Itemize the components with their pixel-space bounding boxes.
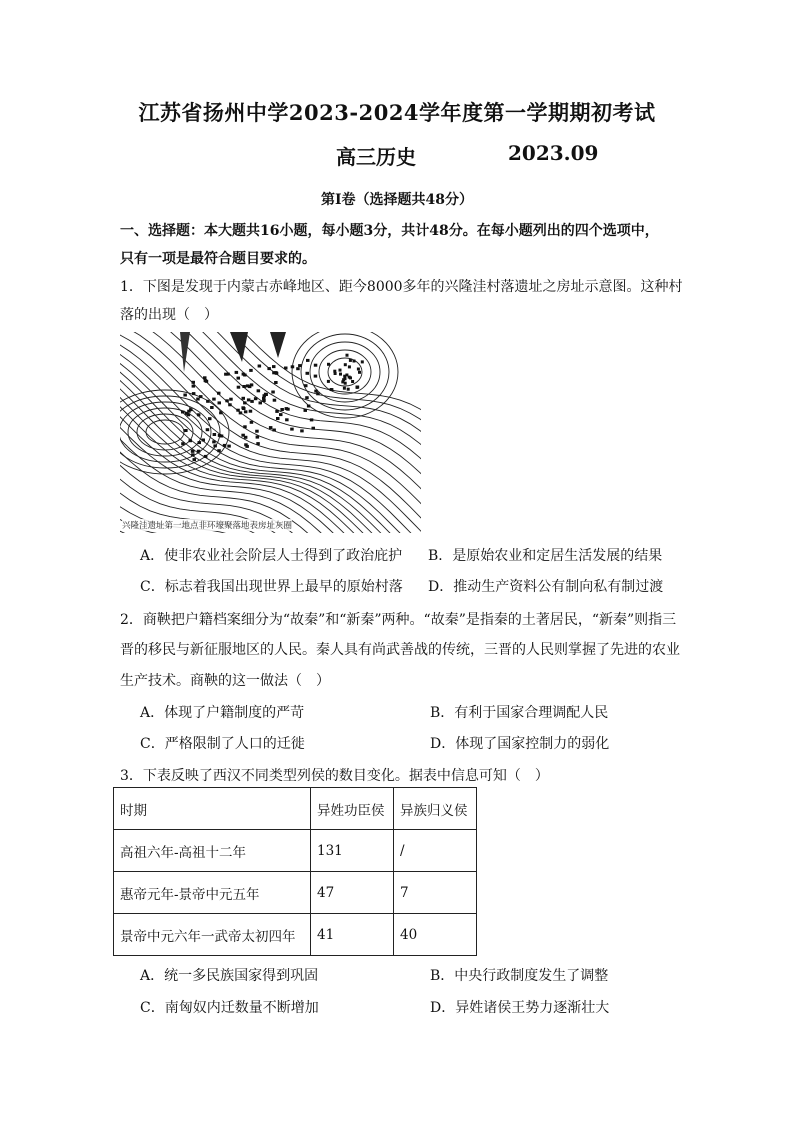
house-site-mark	[356, 386, 359, 389]
house-site-mark	[189, 439, 193, 442]
q3-option-d[interactable]: D．异姓诸侯王势力逐渐壮大	[430, 1000, 610, 1016]
house-site-mark	[307, 405, 311, 408]
q2-option-a[interactable]: A．体现了户籍制度的严苛	[140, 705, 305, 721]
house-site-mark	[235, 371, 239, 374]
house-site-mark	[210, 406, 214, 409]
house-site-mark	[248, 385, 252, 388]
house-site-mark	[306, 359, 310, 362]
house-site-mark	[245, 445, 249, 448]
table-header-row	[114, 788, 477, 830]
table-header-cell: 异姓功臣侯	[311, 788, 394, 830]
house-site-mark	[219, 411, 223, 414]
contour-line	[120, 332, 421, 533]
exam-subject: 高三历史	[336, 145, 416, 169]
house-site-mark	[255, 430, 259, 433]
house-site-mark	[202, 439, 206, 442]
q2-stem-line-3: 生产技术。商鞅的这一做法（ ）	[120, 673, 330, 689]
house-site-mark	[291, 365, 295, 368]
house-site-mark	[206, 428, 210, 431]
house-site-mark	[213, 444, 217, 447]
q2-stem-line-2: 晋的移民与新征服地区的人民。秦人具有尚武善战的传统，三晋的人民则掌握了先进的农业	[120, 642, 680, 658]
house-site-mark	[250, 400, 254, 403]
house-site-mark	[275, 410, 279, 413]
house-site-mark	[184, 429, 188, 432]
house-site-mark	[212, 440, 216, 443]
house-site-mark	[191, 450, 195, 453]
house-site-mark	[227, 445, 231, 448]
house-site-mark	[217, 449, 221, 452]
house-site-mark	[192, 392, 196, 395]
house-site-mark	[267, 367, 271, 370]
table-header-cell: 异族归义侯	[394, 788, 477, 830]
table-cell: /	[394, 830, 477, 872]
house-site-mark	[213, 433, 217, 436]
house-site-mark	[203, 376, 207, 379]
house-site-mark	[327, 363, 330, 366]
q1-figure-caption: 兴隆洼遗址第一地点非环壕聚落地表房址灰圈	[122, 521, 293, 531]
house-site-mark	[314, 364, 318, 367]
table-row	[114, 830, 477, 872]
house-site-mark	[272, 365, 276, 368]
hill-contour-ring	[310, 342, 380, 402]
house-site-mark	[250, 421, 254, 424]
house-site-mark	[183, 394, 187, 397]
exam-date: 2023.09	[508, 141, 599, 165]
house-site-mark	[242, 385, 246, 388]
q3-option-b[interactable]: B．中央行政制度发生了调整	[430, 968, 609, 984]
table-cell: 40	[394, 914, 477, 956]
house-site-mark	[343, 387, 346, 390]
house-site-mark	[256, 436, 260, 439]
house-site-mark	[242, 397, 246, 400]
house-site-mark	[241, 406, 245, 409]
house-site-mark	[312, 427, 316, 430]
house-site-mark	[275, 372, 279, 375]
house-site-mark	[305, 396, 309, 399]
q1-option-c[interactable]: C．标志着我国出现世界上最早的原始村落	[140, 579, 403, 595]
exam-title: 江苏省扬州中学2023-2024学年度第一学期期初考试	[138, 100, 656, 125]
contour-line	[120, 419, 421, 533]
house-site-mark	[197, 450, 201, 453]
q1-contour-map-figure	[120, 332, 421, 533]
house-site-mark	[339, 373, 342, 376]
table-cell: 47	[311, 872, 394, 914]
house-site-mark	[304, 409, 308, 412]
house-site-mark	[193, 458, 197, 461]
house-site-mark	[300, 429, 304, 432]
house-site-mark	[346, 354, 349, 357]
house-site-mark	[197, 413, 201, 416]
house-site-mark	[257, 389, 261, 392]
house-site-mark	[316, 392, 320, 395]
house-site-mark	[191, 453, 195, 456]
house-site-mark	[330, 388, 333, 391]
contour-line	[120, 407, 421, 533]
house-site-mark	[243, 401, 247, 404]
house-site-mark	[206, 400, 210, 403]
house-site-mark	[254, 397, 258, 400]
house-site-mark	[244, 410, 248, 413]
table-header-cell: 时期	[114, 788, 311, 830]
house-site-mark	[343, 375, 346, 378]
table-cell: 41	[311, 914, 394, 956]
table-cell: 131	[311, 830, 394, 872]
q3-stem-line-1: 3．下表反映了西汉不同类型列侯的数目变化。据表中信息可知（ ）	[120, 768, 549, 784]
table-cell: 高祖六年-高祖十二年	[114, 830, 311, 872]
table-row	[114, 914, 477, 956]
house-site-mark	[264, 393, 268, 396]
instructions-line-1: 一、选择题：本大题共16小题，每小题3分，共计48分。在每小题列出的四个选项中，	[120, 223, 659, 239]
contour-line	[120, 332, 421, 477]
house-site-mark	[212, 398, 216, 401]
house-site-mark	[284, 367, 288, 370]
q2-option-d[interactable]: D．体现了国家控制力的弱化	[430, 736, 610, 752]
house-site-mark	[243, 425, 247, 428]
house-site-mark	[357, 368, 360, 371]
house-site-mark	[271, 391, 275, 394]
house-site-mark	[208, 417, 212, 420]
house-site-mark	[199, 395, 203, 398]
house-site-mark	[306, 372, 310, 375]
house-site-mark	[341, 380, 344, 383]
house-site-mark	[348, 365, 351, 368]
house-site-mark	[276, 417, 280, 420]
house-site-mark	[247, 398, 251, 401]
q2-option-c[interactable]: C．严格限制了人口的迁徙	[140, 736, 305, 752]
hill-contour-ring	[146, 420, 184, 444]
house-site-mark	[181, 411, 185, 414]
house-site-mark	[280, 408, 284, 411]
house-site-mark	[334, 372, 337, 375]
section-heading: 第Ⅰ卷（选择题共48分）	[320, 192, 474, 208]
q1-stem-line-1: 1．下图是发现于内蒙古赤峰地区、距今8000多年的兴隆洼村落遗址之房址示意图。这种村	[120, 279, 683, 295]
instructions-line-2: 只有一项是最符合题目要求的。	[120, 251, 316, 267]
house-site-mark	[348, 376, 351, 379]
house-site-mark	[218, 434, 222, 437]
house-site-mark	[192, 381, 196, 384]
house-site-mark	[349, 359, 352, 362]
house-site-mark	[304, 384, 308, 387]
house-site-mark	[244, 436, 248, 439]
house-site-mark	[361, 360, 364, 363]
house-site-mark	[285, 418, 289, 421]
house-site-mark	[218, 401, 222, 404]
house-site-mark	[204, 379, 208, 382]
house-site-mark	[285, 407, 289, 410]
house-site-mark	[237, 386, 241, 389]
house-site-mark	[229, 398, 233, 401]
ridge-mark	[180, 332, 190, 372]
house-site-mark	[204, 455, 208, 458]
table-cell: 景帝中元六年一武帝太初四年	[114, 914, 311, 956]
house-site-mark	[226, 373, 230, 376]
house-site-mark	[262, 399, 266, 402]
house-site-mark	[258, 365, 262, 368]
house-site-mark	[273, 399, 277, 402]
house-site-mark	[314, 390, 318, 393]
house-site-mark	[310, 418, 314, 421]
house-site-mark	[249, 410, 253, 413]
q3-option-a[interactable]: A．统一多民族国家得到巩固	[140, 968, 319, 984]
house-site-mark	[181, 442, 185, 445]
house-site-mark	[327, 380, 330, 383]
house-site-mark	[339, 369, 342, 372]
ridge-mark	[270, 332, 286, 358]
q1-option-a[interactable]: A．使非农业社会阶层人士得到了政治庇护	[140, 548, 403, 564]
q2-stem-line-1: 2．商鞅把户籍档案细分为“故秦”和“新秦”两种。“故秦”是指秦的土著居民，“新秦”则指三	[120, 612, 677, 628]
house-site-mark	[314, 375, 318, 378]
house-site-mark	[269, 426, 273, 429]
house-site-mark	[290, 428, 294, 431]
q1-stem-line-2: 落的出现（ ）	[120, 307, 218, 323]
house-site-mark	[198, 441, 202, 444]
house-site-mark	[279, 413, 283, 416]
house-site-mark	[228, 403, 232, 406]
house-site-mark	[298, 364, 302, 367]
q2-option-b[interactable]: B．有利于国家合理调配人民	[430, 705, 609, 721]
contour-map	[120, 332, 421, 533]
house-site-mark	[274, 381, 278, 384]
house-site-mark	[358, 371, 361, 374]
q1-option-b[interactable]: B．是原始农业和定居生活发展的结果	[428, 548, 663, 564]
house-site-mark	[249, 369, 253, 372]
house-site-mark	[192, 385, 196, 388]
q1-option-d[interactable]: D．推动生产资料公有制向私有制过渡	[428, 579, 664, 595]
table-row	[114, 872, 477, 914]
house-site-mark	[223, 444, 227, 447]
house-site-mark	[185, 412, 189, 415]
contour-line	[120, 343, 421, 533]
house-site-mark	[242, 373, 246, 376]
house-site-mark	[217, 392, 221, 395]
house-site-mark	[236, 409, 240, 412]
house-site-mark	[296, 367, 300, 370]
house-site-mark	[259, 401, 263, 404]
house-site-mark	[347, 388, 350, 391]
house-site-mark	[239, 411, 243, 414]
q3-option-c[interactable]: C．南匈奴内迁数量不断增加	[140, 1000, 319, 1016]
house-site-mark	[225, 399, 229, 402]
table-cell: 7	[394, 872, 477, 914]
house-site-mark	[272, 429, 276, 432]
contour-line	[120, 358, 421, 533]
house-site-mark	[344, 363, 347, 366]
q3-marquis-table	[113, 787, 477, 956]
house-site-mark	[351, 380, 354, 383]
house-site-mark	[237, 377, 241, 380]
house-site-mark	[256, 442, 260, 445]
house-site-mark	[353, 360, 356, 363]
table-cell: 惠帝元年-景帝中元五年	[114, 872, 311, 914]
